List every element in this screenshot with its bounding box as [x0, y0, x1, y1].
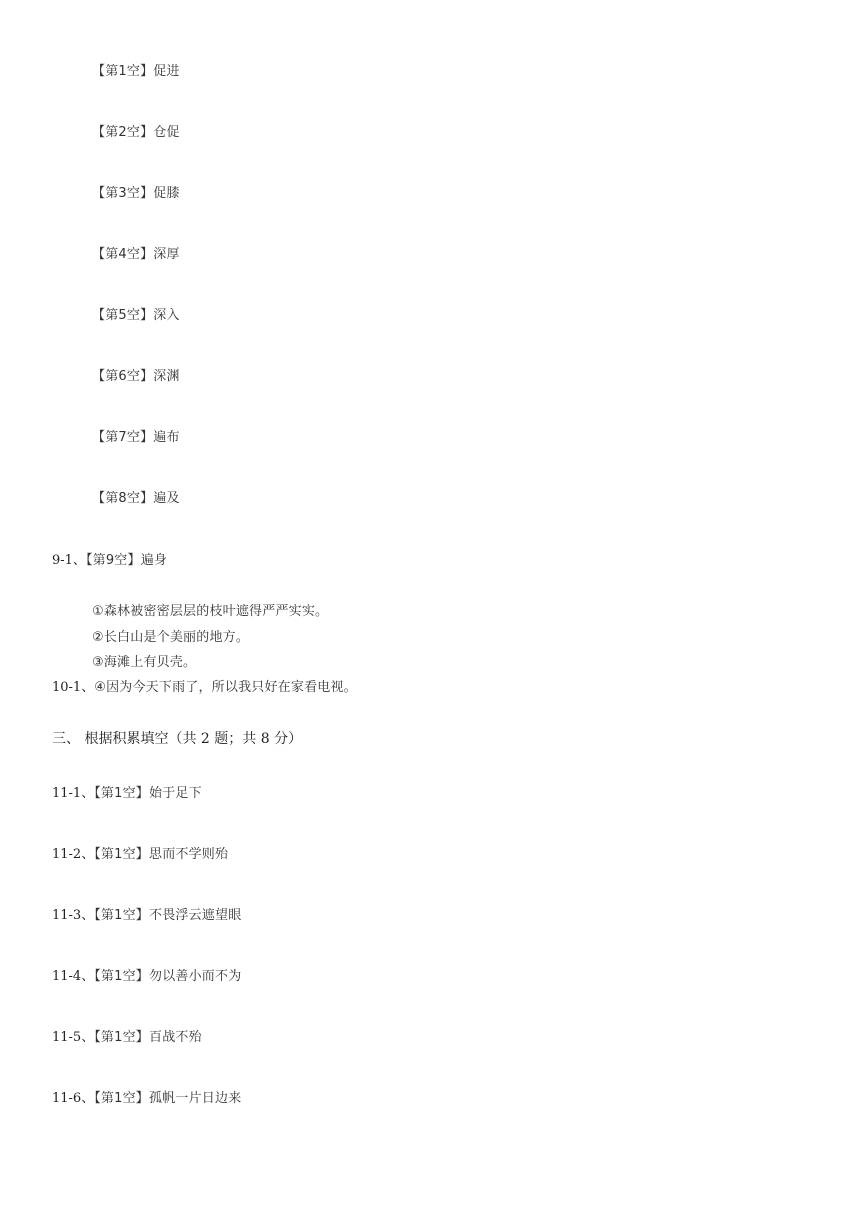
question-number: 11-1、	[52, 786, 95, 801]
blank-tag: 【第5空】	[92, 308, 154, 323]
sentence-3: ③海滩上有贝壳。	[92, 655, 197, 670]
question-11-5	[52, 1026, 202, 1045]
blank-tag: 【第3空】	[92, 186, 154, 201]
question-number: 11-2、	[52, 847, 95, 862]
question-number: 11-5、	[52, 1030, 95, 1045]
blank-tag: 【第1空】	[94, 908, 149, 923]
blank-text: 始于足下	[149, 786, 202, 801]
question-11-1	[52, 782, 202, 801]
question-10-1	[52, 676, 357, 695]
blank-tag: 【第7空】	[92, 430, 154, 445]
blank-text: 思而不学则殆	[149, 847, 229, 862]
answer-blank-1	[92, 60, 180, 79]
blank-text: 不畏浮云遮望眼	[149, 908, 242, 923]
question-11-3	[52, 904, 241, 923]
question-11-6	[52, 1087, 241, 1106]
question-11-4	[52, 965, 241, 984]
blank-text: 遍身	[140, 553, 168, 568]
answer-blank-8	[92, 487, 180, 506]
blank-text: 促进	[153, 64, 180, 79]
blank-text: 深厚	[153, 247, 180, 262]
answer-blank-3	[92, 182, 180, 201]
question-number: 11-3、	[52, 908, 95, 923]
question-number: 10-1、	[52, 680, 95, 695]
blank-text: 深渊	[153, 369, 180, 384]
blank-tag: 【第4空】	[92, 247, 154, 262]
blank-text: 仓促	[153, 125, 180, 140]
blank-text: 遍布	[153, 430, 180, 445]
section-heading: 三、 根据积累填空（共 2 题；共 8 分）	[52, 731, 303, 747]
question-9-1	[52, 549, 167, 568]
sentence-4: ④因为今天下雨了，所以我只好在家看电视。	[94, 680, 357, 695]
blank-tag: 【第1空】	[94, 1091, 149, 1106]
blank-tag: 【第9空】	[85, 553, 141, 568]
answer-blank-5	[92, 304, 180, 323]
blank-tag: 【第1空】	[94, 786, 149, 801]
question-number: 9-1、	[52, 553, 86, 568]
answer-blank-2	[92, 121, 180, 140]
blank-text: 勿以善小而不为	[149, 969, 242, 984]
blank-tag: 【第6空】	[92, 369, 154, 384]
blank-text: 遍及	[153, 491, 180, 506]
blank-tag: 【第2空】	[92, 125, 154, 140]
blank-text: 孤帆一片日边来	[149, 1091, 242, 1106]
question-number: 11-6、	[52, 1091, 95, 1106]
blank-tag: 【第8空】	[92, 491, 154, 506]
blank-text: 百战不殆	[149, 1030, 202, 1045]
blank-tag: 【第1空】	[94, 969, 149, 984]
question-11-2	[52, 843, 228, 862]
question-number: 11-4、	[52, 969, 95, 984]
answer-blank-7	[92, 426, 180, 445]
answer-blank-6	[92, 365, 180, 384]
blank-tag: 【第1空】	[94, 847, 149, 862]
blank-text: 深入	[153, 308, 180, 323]
answer-blank-4	[92, 243, 180, 262]
sentence-2: ②长白山是个美丽的地方。	[92, 630, 250, 645]
blank-tag: 【第1空】	[92, 64, 154, 79]
blank-text: 促膝	[153, 186, 180, 201]
sentence-1: ①森林被密密层层的枝叶遮得严严实实。	[92, 604, 329, 619]
blank-tag: 【第1空】	[94, 1030, 149, 1045]
